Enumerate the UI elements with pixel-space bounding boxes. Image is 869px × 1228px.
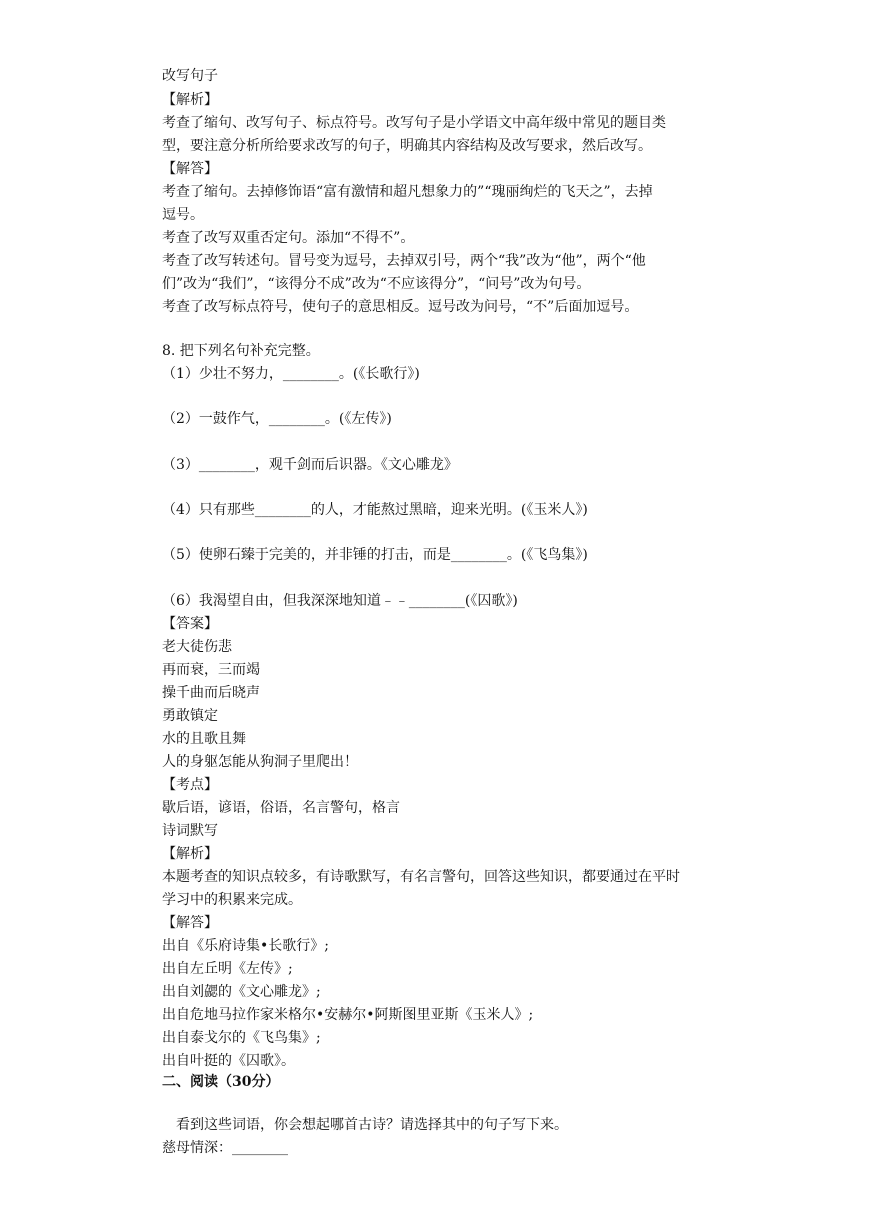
answer-line: 人的身躯怎能从狗洞子里爬出！ [162,754,358,770]
question-item: （5）使卵石臻于完美的，并非锤的打击，而是________。(《飞鸟集》) [162,547,588,563]
analysis-line: 型，要注意分析所给要求改写的句子，明确其内容结构及改写要求，然后改写。 [162,138,652,154]
solution-line: 出自《乐府诗集•长歌行》; [162,938,329,954]
answer-line: 再而衰，三而竭 [162,662,260,678]
solution-line: 出自左丘明《左传》; [162,961,293,977]
question-item: （6）我渴望自由，但我深深地知道﹣﹣________(《囚歌》) [162,593,518,609]
solution-line: 出自危地马拉作家米格尔•安赫尔•阿斯图里亚斯《玉米人》; [162,1007,534,1023]
answer-line: 操千曲而后晓声 [162,685,260,701]
kaodian-line: 歇后语，谚语，俗语，名言警句，格言 [162,800,400,816]
kaodian-header: 【考点】 [162,777,218,793]
answer-explanation-header: 【解答】 [162,161,218,177]
section-2-item: 慈母情深：________ [162,1140,288,1156]
answer-header: 【答案】 [162,616,218,632]
analysis-header: 【解析】 [162,846,218,862]
answer-explanation-line: 考查了改写双重否定句。添加“不得不”。 [162,230,415,246]
solution-header: 【解答】 [162,915,218,931]
question-item: （2）一鼓作气，________。(《左传》) [162,411,392,427]
answer-line: 勇敢镇定 [162,708,218,724]
solution-line: 出自叶挺的《囚歌》。 [162,1053,295,1069]
answer-explanation-line: 考查了改写转述句。冒号变为逗号，去掉双引号，两个“我”改为“他”，两个“他 [162,253,646,269]
analysis-line: 本题考查的知识点较多，有诗歌默写，有名言警句，回答这些知识，都要通过在平时 [162,869,680,885]
question-item: （4）只有那些________的人，才能熬过黑暗，迎来光明。(《玉米人》) [162,502,588,518]
answer-line: 老大徒伤悲 [162,639,232,655]
analysis-line: 学习中的积累来完成。 [162,892,302,908]
question-item: （1）少壮不努力，________。(《长歌行》) [162,366,420,382]
answer-line: 水的且歌且舞 [162,731,246,747]
section-2-intro: 看到这些词语，你会想起哪首古诗？请选择其中的句子写下来。 [176,1117,568,1133]
solution-line: 出自刘勰的《文心雕龙》; [162,984,321,1000]
answer-explanation-line: 考查了缩句。去掉修饰语“富有激情和超凡想象力的”“瑰丽绚烂的飞天之”，去掉 [162,184,653,200]
answer-explanation-line: 们”改为“我们”，“该得分不成”改为“不应该得分”，“问号”改为句号。 [162,276,591,292]
question-8-title: 8. 把下列名句补充完整。 [162,343,320,359]
section-2-title: 二、阅读（30分） [162,1074,280,1090]
answer-explanation-line: 考查了改写标点符号，使句子的意思相反。逗号改为问号，“不”后面加逗号。 [162,299,639,315]
analysis-header: 【解析】 [162,92,218,108]
analysis-line: 考查了缩句、改写句子、标点符号。改写句子是小学语文中高年级中常见的题目类 [162,115,666,131]
kaodian-line: 诗词默写 [162,823,218,839]
solution-line: 出自泰戈尔的《飞鸟集》; [162,1030,321,1046]
answer-explanation-line: 逗号。 [162,207,204,223]
topic-label: 改写句子 [162,68,218,84]
question-item: （3）________，观千剑而后识器。《文心雕龙》 [162,457,458,473]
